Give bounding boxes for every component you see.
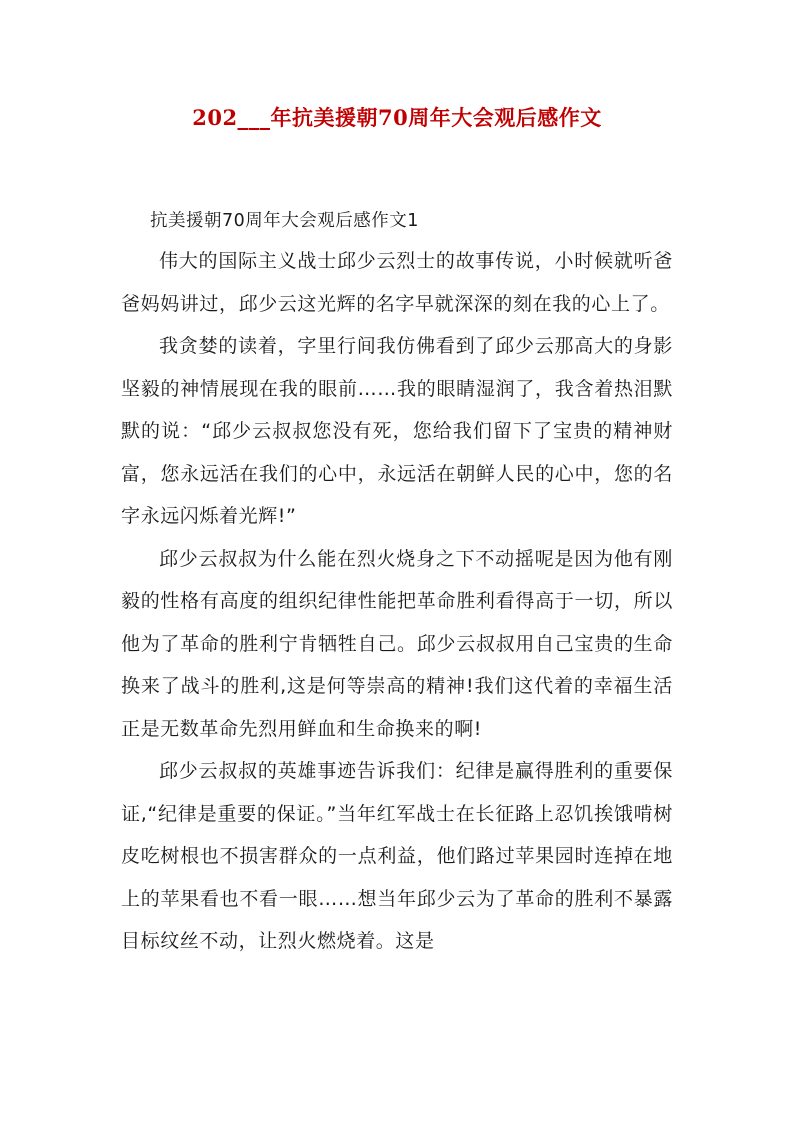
paragraph-2: 我贪婪的读着，字里行间我仿佛看到了邱少云那高大的身影坚毅的神情展现在我的眼前……我的眼睛湿润了，我含着热泪默默的说：“邱少云叔叔您没有死，您给我们留下了宝贵的精神财富，您永远活在我们的心中，永远活在朝鲜人民的心中，您的名字永远闪烁着光辉!” <box>121 335 673 527</box>
document-title: 202___年抗美援朝70周年大会观后感作文 <box>192 105 602 130</box>
document-body <box>121 240 673 963</box>
paragraph-1: 伟大的国际主义战士邱少云烈士的故事传说，小时候就听爸爸妈妈讲过，邱少云这光辉的名字早就深深的刻在我的心上了。 <box>121 250 673 315</box>
paragraph-4: 邱少云叔叔的英雄事迹告诉我们：纪律是赢得胜利的重要保证,“纪律是重要的保证。”当年红军战士在长征路上忍饥挨饿啃树皮吃树根也不损害群众的一点利益，他们路过苹果园时连掉在地上的苹果看也不看一眼……想当年邱少云为了革命的胜利不暴露目标纹丝不动，让烈火燃烧着。这是 <box>121 760 673 952</box>
document-subtitle: 抗美援朝70周年大会观后感作文1 <box>150 211 419 231</box>
paragraph-3: 邱少云叔叔为什么能在烈火烧身之下不动摇呢是因为他有刚毅的性格有高度的组织纪律性能把革命胜利看得高于一切，所以他为了革命的胜利宁肯牺牲自己。邱少云叔叔用自己宝贵的生命换来了战斗的胜利,这是何等崇高的精神!我们这代着的幸福生活正是无数革命先烈用鲜血和生命换来的啊! <box>121 547 673 740</box>
